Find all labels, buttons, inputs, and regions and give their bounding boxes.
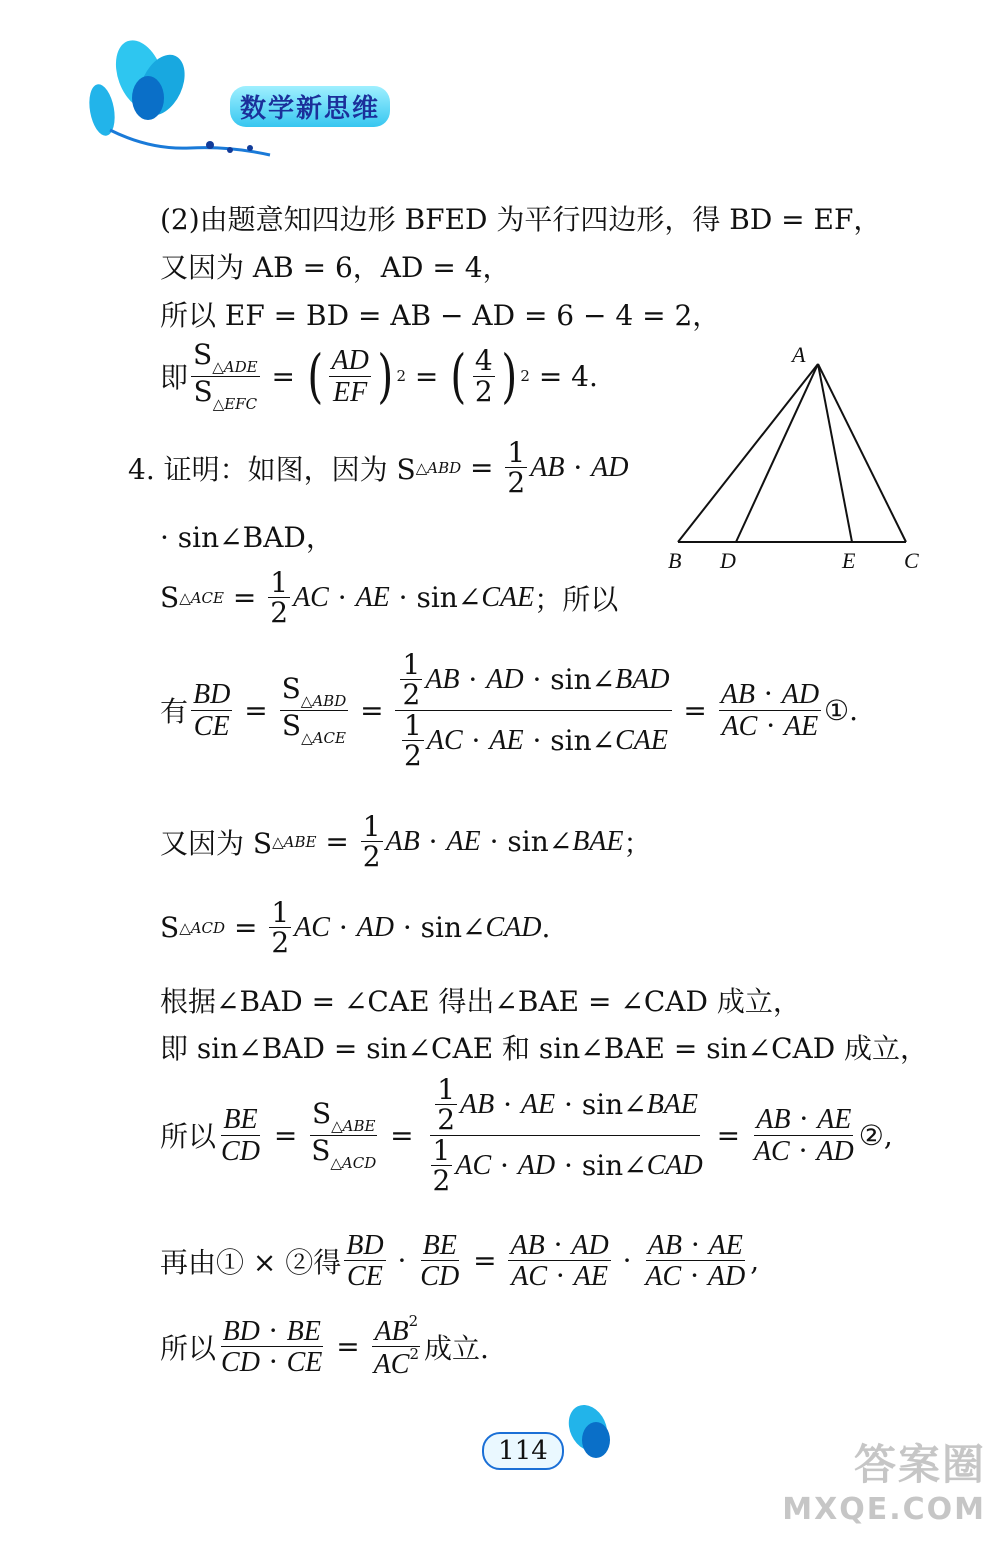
problem4-s-abe: 又因为 S △ABE = $\frac{1}{2}$ AB · AE · sin∠ BAE ； [160, 810, 652, 874]
product-equation: 再由① × ②得 $\frac{BD}{CE}$ · $\frac{BE}{CD}$ = $\frac{AB \cdot AD}{AC \cdot AE}$ · $\frac{AB \cdot AE}{AC \cdot AD}$ , [160, 1228, 760, 1293]
solution2-line3: 所以 EF = BD = AB − AD = 6 − 4 = 2， [160, 299, 721, 332]
header-title: 数学新思维 [230, 86, 390, 127]
problem4-sin-eq: 即 sin∠BAD = sin∠CAE 和 sin∠BAE = sin∠CAD 成立， [160, 1032, 929, 1065]
label-c: C [904, 548, 919, 573]
ratio-equation-1: 有 $\frac{BD}{CE}$ = $\frac{S_{\triangle ABD}}{S_{\triangle ACE}}$ = $\frac{1}{2}$ AB · AD · sin∠ BAD $\frac{1}{2}$ AC · AE · sin∠ CAE = $\frac{AB \cdot AD}{AC \cdot AE}$ ①. [160, 648, 859, 773]
problem4-intro: 4. 证明：如图，因为 S △ABD = $\frac{1}{2}$ AB · AD [128, 436, 629, 500]
label-d: D [720, 548, 736, 573]
watermark-line1: 答案圈 [853, 1440, 986, 1489]
solution2-line2: 又因为 AB = 6，AD = 4， [160, 251, 511, 284]
watermark [782, 1432, 986, 1527]
problem4-basis: 根据∠BAD = ∠CAE 得出∠BAE = ∠CAD 成立， [160, 985, 801, 1018]
small-flower-icon [560, 1400, 620, 1470]
problem4-s-acd: S △ACD = $\frac{1}{2}$ AC · AD · sin∠ CAD . [160, 896, 551, 960]
label-b: B [668, 548, 682, 573]
final-conclusion: 所以 $\frac{BD \cdot BE}{CD \cdot CE}$ = $\frac{AB^2}{AC^2}$ 成立. [160, 1312, 489, 1381]
solution2-line1: (2)由题意知四边形 BFED 为平行四边形，得 BD = EF， [160, 203, 882, 236]
watermark-line2: MXQE.COM [782, 1492, 986, 1527]
label-a: A [792, 342, 806, 367]
solution2-line4: 即 $\frac{S_{\triangle ADE}}{S_{\triangle EFC}}$ = ( $\frac{AD}{EF}$ ) 2 = ( $\frac{4}{2}$ ) 2 = 4. [160, 338, 598, 413]
label-e: E [842, 548, 856, 573]
ratio-equation-2: 所以 $\frac{BE}{CD}$ = $\frac{S_{\triangle ABE}}{S_{\triangle ACD}}$ = $\frac{1}{2}$ AB · AE · sin∠ BAE $\frac{1}{2}$ AC · AD · sin∠ CAD = $\frac{AB \cdot AE}{AC \cdot AD}$ ②, [160, 1073, 893, 1198]
problem4-s-ace: S △ACE = $\frac{1}{2}$ AC · AE · sin∠ CAE ； 所以 [160, 566, 619, 630]
problem4-sin-bad: · sin∠BAD， [160, 521, 334, 554]
triangle-figure [660, 340, 930, 575]
page-number: 114 [482, 1432, 564, 1470]
